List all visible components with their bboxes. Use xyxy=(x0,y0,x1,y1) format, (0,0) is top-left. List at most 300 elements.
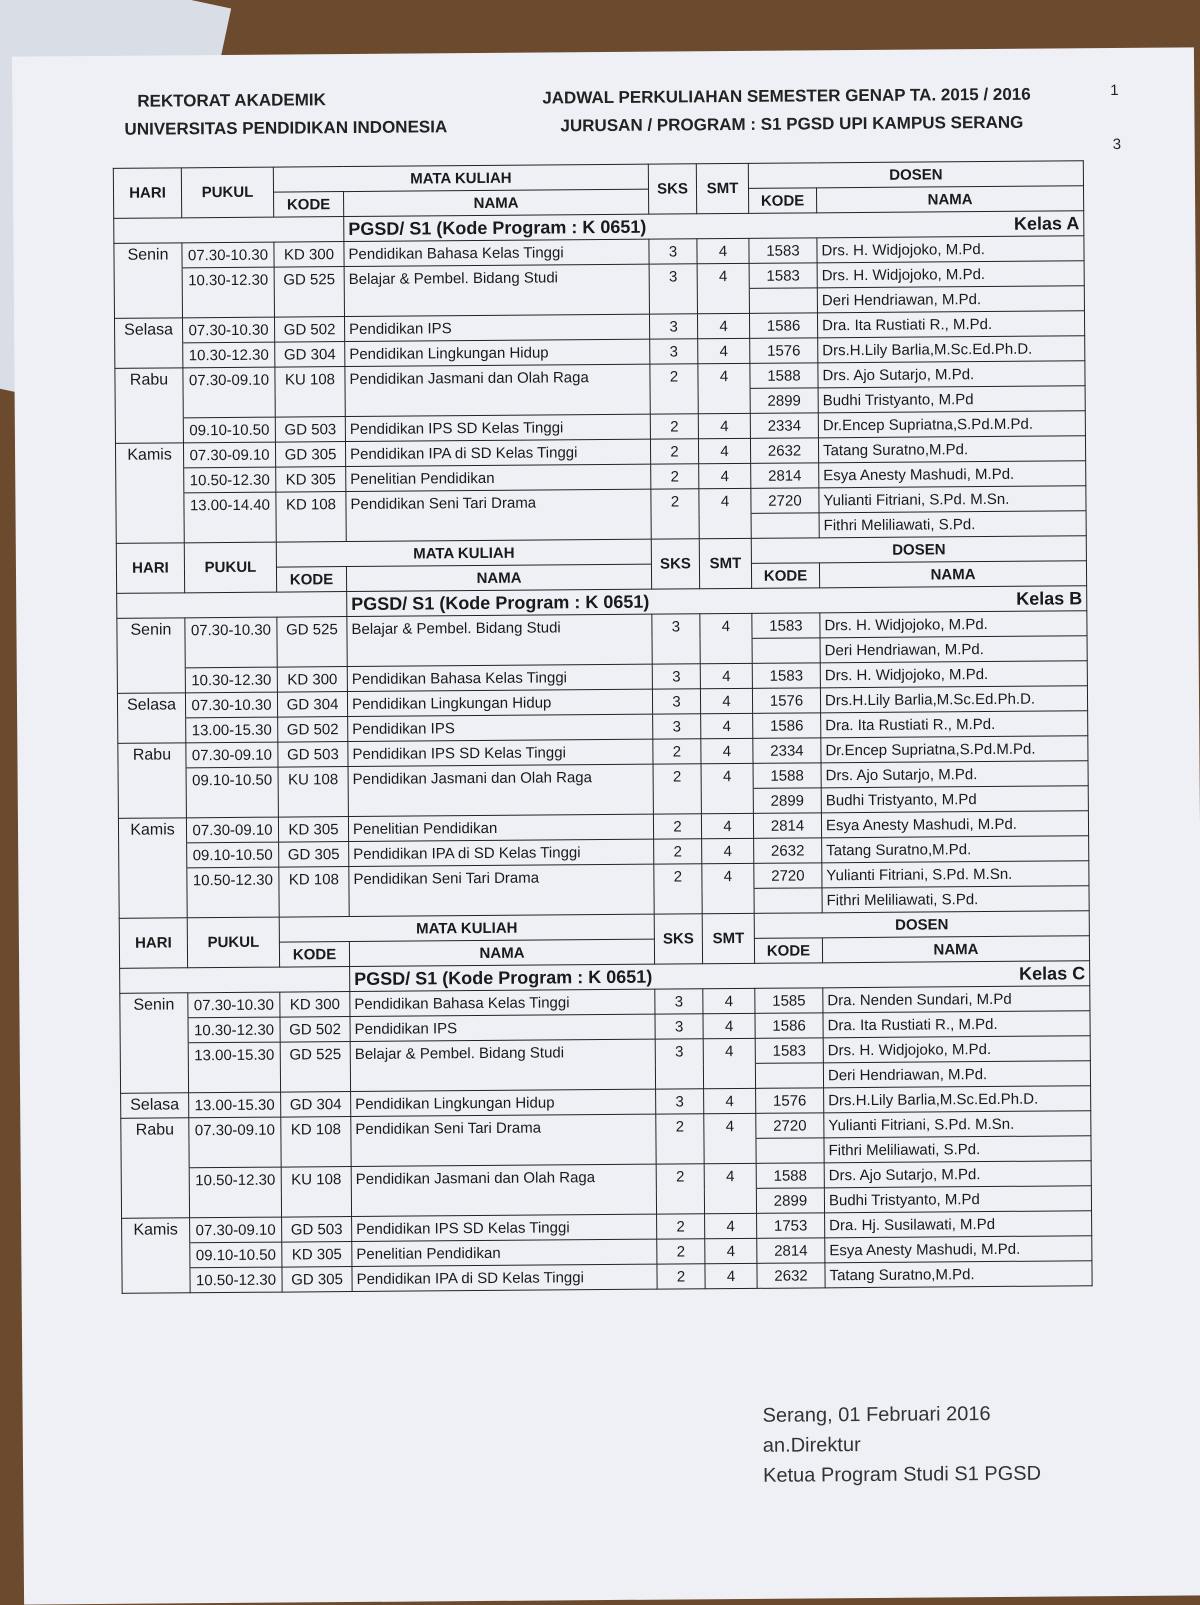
cell-kode: GD 503 xyxy=(278,742,348,768)
signature-block xyxy=(763,1399,1042,1491)
cell-dosen-kode: 2899 xyxy=(756,1188,824,1214)
cell-dosen-nama: Esya Anesty Mashudi, M.Pd. xyxy=(825,1236,1092,1263)
cell-dosen-nama: Dra. Hj. Susilawati, M.Pd xyxy=(825,1211,1092,1238)
cell-nama: Belajar & Pembel. Bidang Studi xyxy=(350,1039,655,1066)
cell-sks: 2 xyxy=(657,1264,705,1289)
cell-dosen-kode xyxy=(749,288,817,314)
cell-kode xyxy=(277,642,347,668)
cell-sks: 2 xyxy=(654,839,702,864)
cell-kode: GD 305 xyxy=(282,1267,352,1293)
header-dosen: DOSEN xyxy=(751,536,1086,564)
cell-kode: GD 305 xyxy=(275,442,345,468)
cell-hari xyxy=(117,643,185,669)
cell-sks: 3 xyxy=(656,1089,704,1114)
cell-nama: Pendidikan IPS SD Kelas Tinggi xyxy=(352,1214,657,1241)
cell-nama: Penelitian Pendidikan xyxy=(348,814,653,841)
header-hari: HARI xyxy=(113,168,181,219)
cell-sks xyxy=(656,1189,704,1214)
cell-sks xyxy=(656,1139,704,1164)
cell-dosen-kode xyxy=(752,638,820,664)
cell-hari xyxy=(116,518,184,544)
cell-kode xyxy=(274,292,344,318)
cell-pukul: 09.10-10.50 xyxy=(187,842,279,868)
cell-dosen-kode: 2814 xyxy=(757,1238,825,1264)
cell-nama: Pendidikan Lingkungan Hidup xyxy=(351,1089,656,1116)
cell-sks: 2 xyxy=(653,764,701,789)
cell-hari: Kamis xyxy=(122,1218,190,1244)
cell-hari: Senin xyxy=(117,618,185,644)
cell-pukul: 10.50-12.30 xyxy=(187,867,279,893)
header-dosen-nama: NAMA xyxy=(819,561,1086,588)
cell-kode: GD 525 xyxy=(277,617,347,643)
cell-smt: 4 xyxy=(702,838,754,863)
cell-sks xyxy=(655,1064,703,1089)
header-sks: SKS xyxy=(654,914,702,964)
cell-dosen-nama: Drs. H. Widjojoko, M.Pd. xyxy=(820,611,1087,638)
cell-dosen-kode: 2720 xyxy=(751,488,819,514)
cell-dosen-kode: 1753 xyxy=(757,1213,825,1239)
document-subtitle: JURUSAN / PROGRAM : S1 PGSD UPI KAMPUS SERANG xyxy=(560,112,1024,136)
cell-dosen-kode: 1583 xyxy=(749,238,817,264)
header-mk-kode: KODE xyxy=(279,942,349,968)
cell-pukul: 13.00-15.30 xyxy=(188,1042,280,1068)
page-sub-number: 3 xyxy=(1112,135,1122,154)
cell-pukul: 10.30-12.30 xyxy=(182,267,274,293)
cell-hari xyxy=(121,1193,189,1219)
cell-pukul xyxy=(184,517,276,543)
header-smt: SMT xyxy=(699,538,751,588)
cell-nama: Penelitian Pendidikan xyxy=(352,1239,657,1266)
cell-kode: GD 304 xyxy=(277,692,347,718)
cell-sks: 3 xyxy=(649,239,697,264)
cell-kode: GD 502 xyxy=(278,717,348,743)
institution-line1: REKTORAT AKADEMIK xyxy=(137,90,326,111)
header-dosen: DOSEN xyxy=(748,161,1083,189)
cell-hari xyxy=(119,843,187,869)
cell-nama xyxy=(346,514,651,541)
cell-smt: 4 xyxy=(700,613,752,638)
cell-pukul xyxy=(186,792,278,818)
kelas-label: Kelas A xyxy=(1013,212,1080,234)
header-mata-kuliah: MATA KULIAH xyxy=(279,914,654,942)
cell-pukul: 07.30-10.30 xyxy=(185,617,277,643)
cell-dosen-kode: 1586 xyxy=(755,1013,823,1039)
cell-sks: 3 xyxy=(655,1014,703,1039)
cell-dosen-kode: 1583 xyxy=(752,613,820,639)
cell-pukul: 07.30-09.10 xyxy=(189,1117,281,1143)
cell-dosen-kode: 2632 xyxy=(750,438,818,464)
cell-dosen-nama: Dr.Encep Supriatna,S.Pd.M.Pd. xyxy=(821,736,1088,763)
cell-smt xyxy=(702,888,754,913)
cell-sks: 3 xyxy=(649,314,697,339)
cell-kode: KU 108 xyxy=(278,767,348,793)
program-title: PGSD/ S1 (Kode Program : K 0651) xyxy=(354,966,653,989)
cell-kode: KD 305 xyxy=(282,1242,352,1268)
header-mk-kode: KODE xyxy=(276,567,346,593)
cell-nama: Pendidikan IPA di SD Kelas Tinggi xyxy=(349,839,654,866)
cell-kode: KD 300 xyxy=(274,242,344,268)
cell-smt: 4 xyxy=(698,438,750,463)
cell-kode: GD 304 xyxy=(275,342,345,368)
cell-kode: GD 502 xyxy=(280,1017,350,1043)
cell-kode: KD 300 xyxy=(277,667,347,693)
cell-dosen-nama: Budhi Tristyanto, M.Pd xyxy=(824,1186,1091,1213)
cell-hari xyxy=(121,1168,189,1194)
cell-nama: Penelitian Pendidikan xyxy=(346,464,651,491)
cell-dosen-kode: 1583 xyxy=(749,263,817,289)
cell-kode: KD 305 xyxy=(276,467,346,493)
program-title: PGSD/ S1 (Kode Program : K 0651) xyxy=(351,591,650,614)
cell-smt: 4 xyxy=(698,338,750,363)
page-number: 1 xyxy=(1110,81,1119,100)
cell-sks: 2 xyxy=(656,1164,704,1189)
cell-sks: 3 xyxy=(650,339,698,364)
signature-place-date: Serang, 01 Februari 2016 xyxy=(762,1403,991,1427)
program-blank xyxy=(114,217,344,244)
cell-hari xyxy=(117,668,185,694)
cell-sks: 2 xyxy=(650,364,698,389)
cell-dosen-nama: Dr.Encep Supriatna,S.Pd.M.Pd. xyxy=(818,411,1085,438)
institution-line2: UNIVERSITAS PENDIDIKAN INDONESIA xyxy=(124,117,448,139)
cell-nama: Pendidikan IPA di SD Kelas Tinggi xyxy=(352,1264,657,1291)
cell-sks: 3 xyxy=(653,714,701,739)
cell-dosen-kode xyxy=(754,888,822,914)
cell-kode: GD 525 xyxy=(280,1042,350,1068)
cell-kode xyxy=(278,792,348,818)
cell-smt xyxy=(703,1063,755,1088)
schedule-table xyxy=(113,160,1093,1294)
cell-kode: GD 304 xyxy=(281,1092,351,1118)
cell-nama: Belajar & Pembel. Bidang Studi xyxy=(344,264,649,291)
cell-nama: Pendidikan IPS xyxy=(350,1014,655,1041)
header-dosen-kode: KODE xyxy=(748,188,816,214)
cell-dosen-nama: Drs. Ajo Sutarjo, M.Pd. xyxy=(818,361,1085,388)
cell-sks: 2 xyxy=(657,1214,705,1239)
cell-pukul: 07.30-09.10 xyxy=(183,442,275,468)
cell-dosen-nama: Drs. H. Widjojoko, M.Pd. xyxy=(817,261,1084,288)
cell-smt: 4 xyxy=(697,313,749,338)
cell-nama: Pendidikan Lingkungan Hidup xyxy=(345,339,650,366)
cell-smt xyxy=(701,788,753,813)
program-title: PGSD/ S1 (Kode Program : K 0651) xyxy=(348,216,647,239)
header-mk-kode: KODE xyxy=(274,192,344,218)
cell-hari xyxy=(120,1043,188,1069)
cell-nama xyxy=(351,1189,656,1216)
cell-dosen-kode: 2899 xyxy=(753,788,821,814)
cell-dosen-nama: Yulianti Fitriani, S.Pd. M.Sn. xyxy=(824,1111,1091,1138)
cell-kode: GD 503 xyxy=(282,1217,352,1243)
cell-hari: Kamis xyxy=(118,818,186,844)
cell-dosen-kode: 2899 xyxy=(750,388,818,414)
cell-sks xyxy=(653,789,701,814)
cell-dosen-nama: Deri Hendriawan, M.Pd. xyxy=(817,286,1084,313)
cell-dosen-kode: 1576 xyxy=(750,338,818,364)
cell-smt: 4 xyxy=(700,688,752,713)
header-dosen-nama: NAMA xyxy=(822,936,1089,963)
cell-smt: 4 xyxy=(701,763,753,788)
cell-sks: 2 xyxy=(657,1239,705,1264)
cell-pukul xyxy=(182,292,274,318)
cell-smt: 4 xyxy=(701,738,753,763)
cell-hari xyxy=(119,893,187,919)
cell-hari: Senin xyxy=(120,993,188,1019)
cell-hari: Senin xyxy=(114,243,182,269)
header-dosen-nama: NAMA xyxy=(816,186,1083,213)
cell-dosen-kode: 1588 xyxy=(750,363,818,389)
cell-smt: 4 xyxy=(699,488,751,513)
cell-kode: GD 525 xyxy=(274,267,344,293)
cell-dosen-nama: Drs. Ajo Sutarjo, M.Pd. xyxy=(821,761,1088,788)
header-mk-nama: NAMA xyxy=(346,564,651,591)
cell-pukul xyxy=(185,642,277,668)
cell-smt: 4 xyxy=(697,263,749,288)
cell-pukul: 07.30-09.10 xyxy=(190,1217,282,1243)
cell-smt: 4 xyxy=(698,413,750,438)
signature-title: Ketua Program Studi S1 PGSD xyxy=(763,1462,1042,1487)
cell-hari xyxy=(114,268,182,294)
cell-pukul xyxy=(189,1192,281,1218)
cell-dosen-kode: 1588 xyxy=(753,763,821,789)
cell-dosen-nama: Tatang Suratno,M.Pd. xyxy=(822,836,1089,863)
cell-dosen-nama: Budhi Tristyanto, M.Pd xyxy=(821,786,1088,813)
cell-smt xyxy=(704,1188,756,1213)
kelas-label: Kelas B xyxy=(1016,587,1083,609)
cell-smt: 4 xyxy=(701,813,753,838)
cell-pukul xyxy=(188,1067,280,1093)
cell-nama: Belajar & Pembel. Bidang Studi xyxy=(347,614,652,641)
cell-pukul xyxy=(183,392,275,418)
cell-kode: KU 108 xyxy=(281,1167,351,1193)
cell-dosen-kode: 1588 xyxy=(756,1163,824,1189)
cell-hari xyxy=(119,868,187,894)
cell-pukul xyxy=(187,892,279,918)
cell-smt: 4 xyxy=(703,1013,755,1038)
cell-hari xyxy=(115,393,183,419)
header-dosen-kode: KODE xyxy=(751,563,819,589)
cell-kode: GD 305 xyxy=(279,842,349,868)
cell-pukul: 09.10-10.50 xyxy=(183,417,275,443)
cell-pukul: 07.30-10.30 xyxy=(188,992,280,1018)
cell-dosen-nama: Fithri Meliliawati, S.Pd. xyxy=(819,511,1086,538)
schedule-sheet xyxy=(12,47,1200,1604)
cell-nama: Pendidikan Lingkungan Hidup xyxy=(347,689,652,716)
cell-hari: Rabu xyxy=(115,368,183,394)
cell-dosen-nama: Drs.H.Lily Barlia,M.Sc.Ed.Ph.D. xyxy=(820,686,1087,713)
cell-hari xyxy=(118,718,186,744)
cell-pukul: 10.30-12.30 xyxy=(185,667,277,693)
cell-nama: Pendidikan IPS xyxy=(348,714,653,741)
cell-pukul: 13.00-15.30 xyxy=(189,1092,281,1118)
cell-sks xyxy=(652,639,700,664)
cell-smt: 4 xyxy=(704,1088,756,1113)
cell-pukul: 10.30-12.30 xyxy=(188,1017,280,1043)
cell-dosen-kode: 2334 xyxy=(753,738,821,764)
cell-kode: KD 108 xyxy=(279,867,349,893)
cell-smt: 4 xyxy=(698,363,750,388)
header-hari: HARI xyxy=(119,918,187,969)
cell-sks: 2 xyxy=(650,414,698,439)
cell-smt: 4 xyxy=(701,713,753,738)
cell-dosen-nama: Dra. Ita Rustiati R., M.Pd. xyxy=(821,711,1088,738)
cell-dosen-nama: Budhi Tristyanto, M.Pd xyxy=(818,386,1085,413)
cell-smt: 4 xyxy=(705,1213,757,1238)
cell-smt: 4 xyxy=(705,1263,757,1288)
cell-smt: 4 xyxy=(697,238,749,263)
cell-nama: Pendidikan IPS SD Kelas Tinggi xyxy=(348,739,653,766)
cell-dosen-nama: Yulianti Fitriani, S.Pd. M.Sn. xyxy=(819,486,1086,513)
cell-dosen-kode: 1583 xyxy=(755,1038,823,1064)
document-title: JADWAL PERKULIAHAN SEMESTER GENAP TA. 2015 / 2016 xyxy=(542,84,1031,108)
cell-sks xyxy=(651,514,699,539)
header-mata-kuliah: MATA KULIAH xyxy=(276,539,651,567)
cell-hari xyxy=(121,1143,189,1169)
cell-sks: 3 xyxy=(652,689,700,714)
cell-dosen-kode: 2720 xyxy=(756,1113,824,1139)
cell-pukul: 13.00-15.30 xyxy=(186,717,278,743)
program-blank xyxy=(120,967,350,994)
cell-hari xyxy=(120,1018,188,1044)
header-mk-nama: NAMA xyxy=(349,939,654,966)
cell-nama: Pendidikan Bahasa Kelas Tinggi xyxy=(350,989,655,1016)
cell-kode: GD 503 xyxy=(275,417,345,443)
cell-smt xyxy=(697,288,749,313)
cell-sks: 2 xyxy=(653,739,701,764)
cell-dosen-kode: 1576 xyxy=(756,1088,824,1114)
cell-pukul: 07.30-09.10 xyxy=(183,367,275,393)
cell-hari xyxy=(118,768,186,794)
cell-pukul xyxy=(189,1142,281,1168)
cell-sks: 2 xyxy=(654,864,702,889)
header-smt: SMT xyxy=(702,913,754,963)
cell-kode: KD 305 xyxy=(278,817,348,843)
cell-hari xyxy=(116,468,184,494)
cell-pukul: 10.50-12.30 xyxy=(189,1167,281,1193)
cell-dosen-nama: Dra. Ita Rustiati R., M.Pd. xyxy=(817,311,1084,338)
cell-hari xyxy=(118,793,186,819)
cell-kode xyxy=(281,1142,351,1168)
cell-dosen-nama: Tatang Suratno,M.Pd. xyxy=(825,1261,1092,1288)
cell-dosen-nama: Deri Hendriawan, M.Pd. xyxy=(823,1061,1090,1088)
cell-nama xyxy=(347,639,652,666)
cell-smt xyxy=(704,1138,756,1163)
cell-kode: KD 300 xyxy=(280,992,350,1018)
cell-dosen-nama: Fithri Meliliawati, S.Pd. xyxy=(824,1136,1091,1163)
cell-smt xyxy=(699,513,751,538)
program-blank xyxy=(117,592,347,619)
cell-dosen-kode: 1585 xyxy=(755,988,823,1014)
cell-dosen-kode: 2814 xyxy=(753,813,821,839)
cell-smt: 4 xyxy=(700,663,752,688)
cell-smt: 4 xyxy=(703,1038,755,1063)
cell-dosen-nama: Drs. H. Widjojoko, M.Pd. xyxy=(823,1036,1090,1063)
cell-kode: KD 108 xyxy=(281,1117,351,1143)
cell-dosen-nama: Dra. Ita Rustiati R., M.Pd. xyxy=(823,1011,1090,1038)
cell-sks: 2 xyxy=(650,439,698,464)
cell-sks xyxy=(649,289,697,314)
cell-dosen-nama: Esya Anesty Mashudi, M.Pd. xyxy=(821,811,1088,838)
cell-sks: 2 xyxy=(651,489,699,514)
cell-hari: Selasa xyxy=(117,693,185,719)
cell-sks xyxy=(654,889,702,914)
cell-dosen-kode: 2720 xyxy=(754,863,822,889)
cell-pukul: 07.30-10.30 xyxy=(182,242,274,268)
cell-hari: Selasa xyxy=(114,318,182,344)
cell-hari xyxy=(120,1068,188,1094)
cell-kode xyxy=(280,1067,350,1093)
cell-smt: 4 xyxy=(705,1238,757,1263)
cell-nama xyxy=(351,1139,656,1166)
cell-nama: Pendidikan Seni Tari Drama xyxy=(346,489,651,516)
cell-hari xyxy=(122,1243,190,1269)
cell-kode: GD 502 xyxy=(274,317,344,343)
cell-nama: Pendidikan Jasmani dan Olah Raga xyxy=(345,364,650,391)
cell-dosen-kode: 1576 xyxy=(752,688,820,714)
cell-nama: Pendidikan Jasmani dan Olah Raga xyxy=(348,764,653,791)
cell-dosen-kode: 1586 xyxy=(753,713,821,739)
cell-dosen-nama: Dra. Nenden Sundari, M.Pd xyxy=(823,986,1090,1013)
cell-hari xyxy=(115,343,183,369)
cell-pukul: 09.10-10.50 xyxy=(190,1242,282,1268)
header-sks: SKS xyxy=(648,164,696,214)
cell-pukul: 07.30-09.10 xyxy=(186,817,278,843)
cell-nama: Pendidikan Bahasa Kelas Tinggi xyxy=(347,664,652,691)
cell-dosen-kode xyxy=(751,513,819,539)
cell-kode: KD 108 xyxy=(276,492,346,518)
header-dosen-kode: KODE xyxy=(754,938,822,964)
cell-dosen-nama: Deri Hendriawan, M.Pd. xyxy=(820,636,1087,663)
cell-hari xyxy=(114,293,182,319)
cell-dosen-kode: 2334 xyxy=(750,413,818,439)
cell-smt xyxy=(700,638,752,663)
header-hari: HARI xyxy=(116,543,184,594)
cell-nama: Pendidikan IPS xyxy=(344,314,649,341)
cell-dosen-kode: 2814 xyxy=(751,463,819,489)
cell-nama: Pendidikan Bahasa Kelas Tinggi xyxy=(344,239,649,266)
cell-smt: 4 xyxy=(699,463,751,488)
cell-pukul: 10.30-12.30 xyxy=(183,342,275,368)
cell-nama: Pendidikan Jasmani dan Olah Raga xyxy=(351,1164,656,1191)
header-mk-nama: NAMA xyxy=(344,189,649,216)
cell-smt: 4 xyxy=(704,1163,756,1188)
cell-pukul: 10.50-12.30 xyxy=(190,1267,282,1293)
cell-sks: 3 xyxy=(652,664,700,689)
header-dosen: DOSEN xyxy=(754,911,1089,939)
cell-nama: Pendidikan IPS SD Kelas Tinggi xyxy=(345,414,650,441)
cell-dosen-nama: Drs. Ajo Sutarjo, M.Pd. xyxy=(824,1161,1091,1188)
cell-nama xyxy=(350,1064,655,1091)
cell-dosen-nama: Tatang Suratno,M.Pd. xyxy=(818,436,1085,463)
cell-smt: 4 xyxy=(703,988,755,1013)
cell-dosen-nama: Yulianti Fitriani, S.Pd. M.Sn. xyxy=(822,861,1089,888)
cell-sks: 3 xyxy=(652,614,700,639)
cell-dosen-nama: Fithri Meliliawati, S.Pd. xyxy=(822,886,1089,913)
cell-dosen-nama: Drs.H.Lily Barlia,M.Sc.Ed.Ph.D. xyxy=(824,1086,1091,1113)
cell-hari: Rabu xyxy=(118,743,186,769)
cell-nama xyxy=(349,889,654,916)
cell-hari: Rabu xyxy=(121,1118,189,1144)
cell-pukul: 09.10-10.50 xyxy=(186,767,278,793)
cell-kode xyxy=(275,392,345,418)
cell-kode: KU 108 xyxy=(275,367,345,393)
cell-dosen-nama: Esya Anesty Mashudi, M.Pd. xyxy=(819,461,1086,488)
header-sks: SKS xyxy=(651,539,699,589)
cell-dosen-kode xyxy=(756,1138,824,1164)
header-pukul: PUKUL xyxy=(181,167,273,218)
cell-dosen-kode: 2632 xyxy=(754,838,822,864)
cell-sks: 3 xyxy=(655,1039,703,1064)
cell-hari xyxy=(122,1268,190,1294)
cell-nama: Pendidikan Seni Tari Drama xyxy=(349,864,654,891)
